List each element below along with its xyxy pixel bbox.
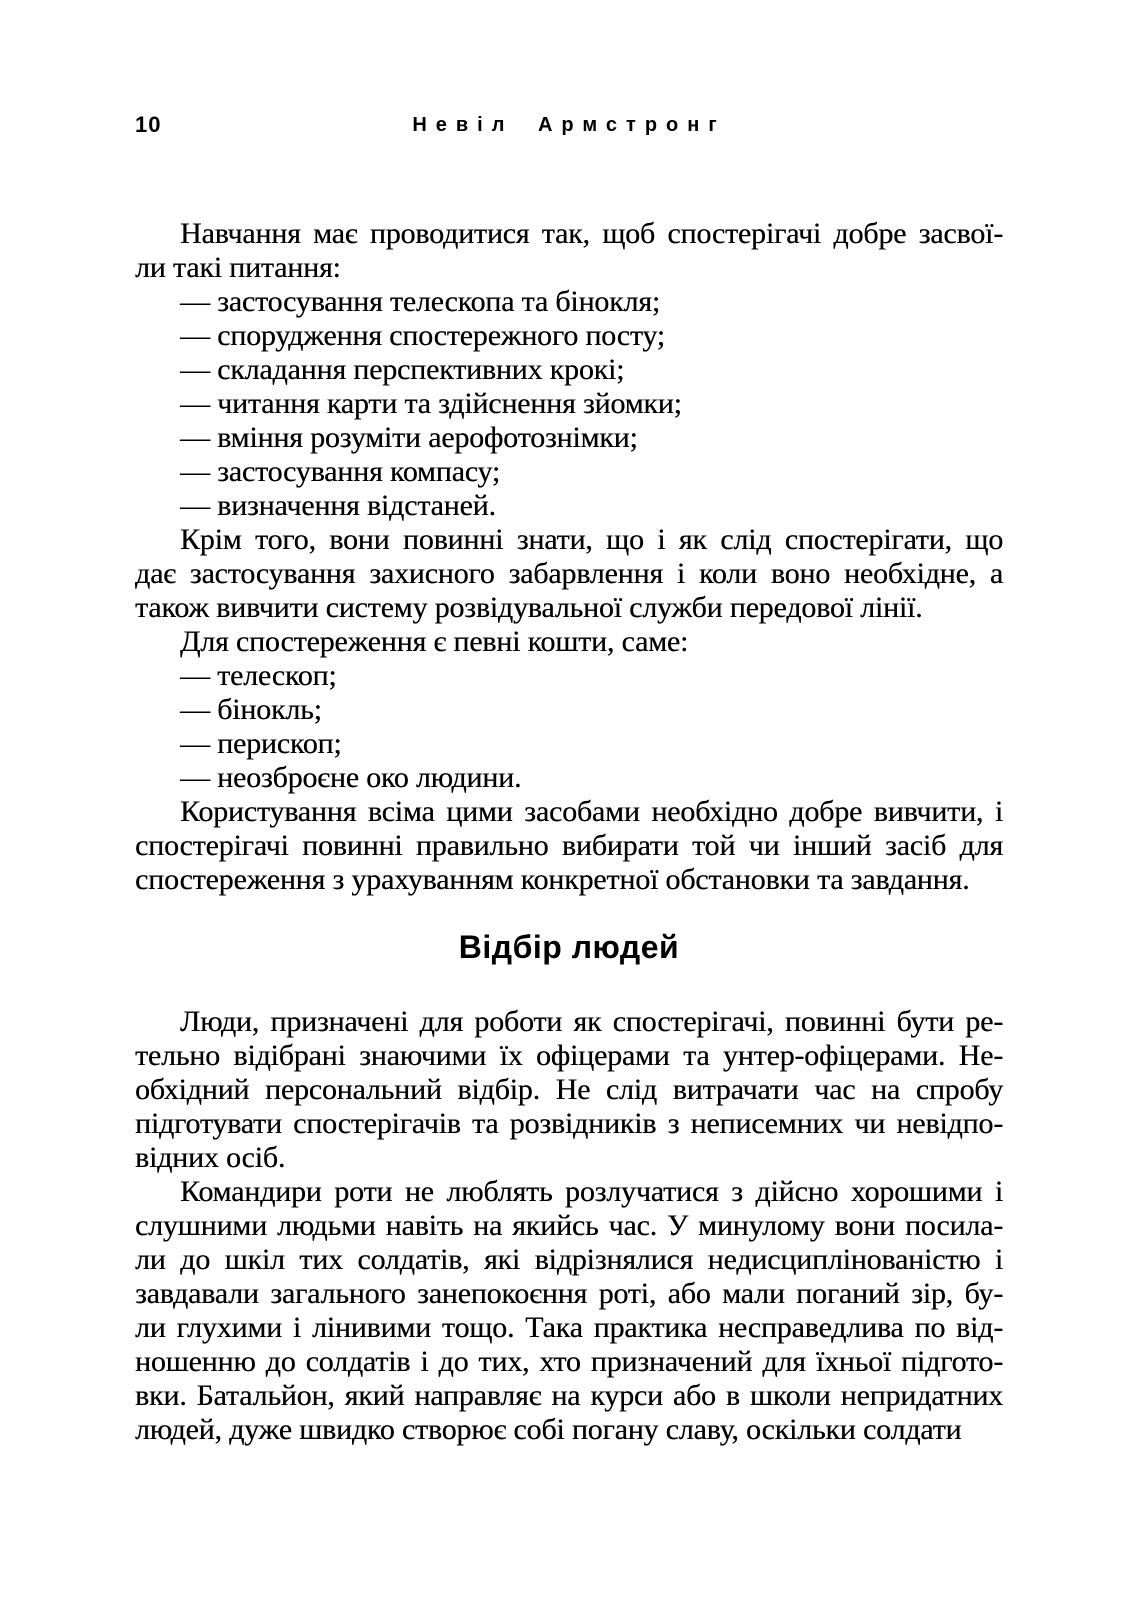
text-line: Для спостереження є певні кошти, саме: [180,625,689,658]
paragraph [135,217,1003,285]
text-line: Люди, призначені для роботи як спостерігачі, повинні бути ре- [180,1005,1003,1038]
paragraph [135,625,1003,659]
text-line: Навчання має проводитися так, щоб спостерігачі добре засвої- [180,217,1003,250]
text-line: дає застосування захисного забарвлення і коли воно необхідне, а [135,557,1003,590]
dash-list-item: — читання карти та здійснення зйомки; [180,387,682,420]
text-line: обхідний персональний відбір. Не слід витрачати час на спробу [135,1073,1003,1106]
text-line: тельно відібрані знаючими їх офіцерами та унтер-офіцерами. Не- [135,1039,1003,1072]
paragraph [135,523,1003,625]
text-line: слушними людьми навіть на якийсь час. У минулому вони посила- [135,1209,1003,1242]
text-line: ли глухими і лінивими тощо. Така практика несправедлива по від- [135,1311,1003,1344]
running-title: Невіл Армстронг [412,114,726,136]
dash-list-item: — застосування компасу; [180,455,500,488]
text-line: ли до шкіл тих солдатів, які відрізнялися недисциплінованістю і [135,1243,1003,1276]
text-line: також вивчити систему розвідувальної служби передової лінії. [135,591,923,624]
text-line: відних осіб. [135,1141,286,1174]
text-line: людей, дуже швидко створює собі погану славу, оскільки солдати [135,1413,962,1446]
text-line: підготувати спостерігачів та розвідників з неписемних чи невідпо- [135,1107,1003,1140]
dash-list-item: — складання перспективних крокі; [180,353,625,386]
running-head [135,112,1003,138]
dash-list-item: — спорудження спостережного посту; [180,319,665,352]
text-line: ли такі питання: [135,251,341,284]
section-heading: Відбір людей [458,929,680,965]
text-line: спостереження з урахуванням конкретної обстановки та завдання. [135,863,970,896]
text-line: Крім того, вони повинні знати, що і як слід спостерігати, що [180,523,1003,556]
text-line: Користування всіма цими засобами необхідно добре вивчити, і [180,795,1003,828]
dash-list-item: — вміння розуміти аерофотознімки; [180,421,638,454]
dash-list-item: — застосування телескопа та бінокля; [180,285,660,318]
dash-list-item: — перископ; [180,727,342,760]
text-line: ношенню до солдатів і до тих, хто призначений для їхньої підгото- [135,1345,1003,1378]
dash-list-item: — бінокль; [180,693,322,726]
dash-list-item: — неозброєне око людини. [180,761,522,794]
text-line: вки. Батальйон, який направляє на курси або в школи непридатних [135,1379,1003,1412]
paragraph [135,795,1003,897]
page-content [135,217,1003,1447]
dash-list-item: — телескоп; [180,659,337,692]
dash-list-item: — визначення відстаней. [180,489,496,522]
text-line: Командири роти не люблять розлучатися з дійсно хорошими і [180,1175,1003,1208]
paragraph [135,1005,1003,1175]
text-line: завдавали загального занепокоєння роті, або мали поганий зір, бу- [135,1277,1003,1310]
page-number: 10 [135,112,162,137]
paragraph [135,1175,1003,1447]
text-line: спостерігачі повинні правильно вибирати той чи інший засіб для [135,829,1003,862]
